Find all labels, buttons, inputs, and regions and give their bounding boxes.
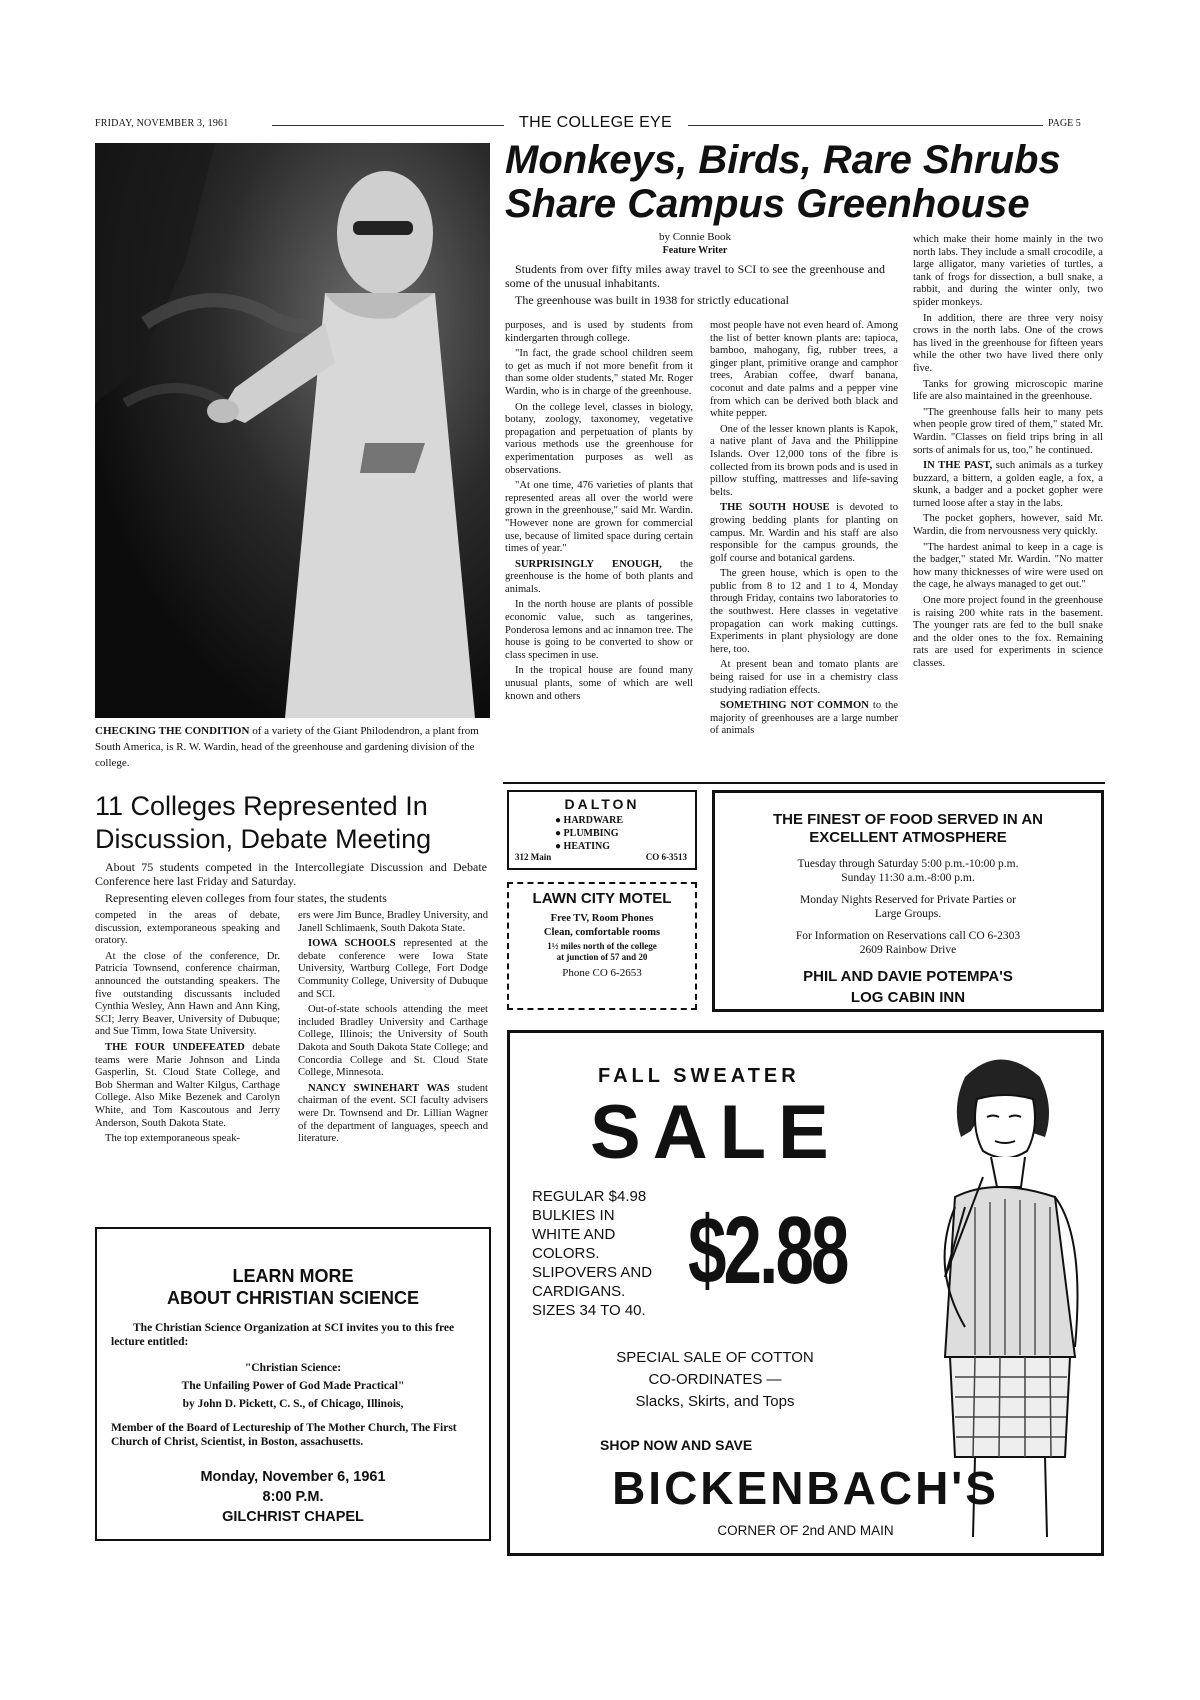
subhead-lead: IOWA SCHOOLS xyxy=(308,938,396,950)
debate-column-1 xyxy=(95,910,280,1149)
science-place: GILCHRIST CHAPEL xyxy=(222,1509,364,1525)
inn-hours-1: Tuesday through Saturday 5:00 p.m.-10:00 p.m. xyxy=(797,858,1019,870)
inn-reserve-2: Large Groups. xyxy=(874,908,942,920)
feature-col1-paragraph: purposes, and is used by students from kindergarten through college. xyxy=(505,320,693,344)
feature-headline xyxy=(505,138,1085,226)
sale-detail: REGULAR $4.98 xyxy=(532,1188,647,1205)
ad-sweater-sale xyxy=(507,1030,1104,1556)
science-time: 8:00 P.M. xyxy=(262,1489,324,1505)
debate-col2-subhead xyxy=(298,938,488,1001)
ad-christian-science xyxy=(95,1227,491,1541)
subhead-lead: SOMETHING NOT COMMON xyxy=(720,700,869,712)
debate-col1-paragraph: At the close of the conference, Dr. Patricia Townsend, conference chairman, announced the outstanding speakers. The five outstanding discussants included Cynthia Wesley, Ann Hawn and Ann King, SCI; Jerry Beaver, University of Dubuque; and Sue Timm, Iowa State University. xyxy=(95,950,280,1038)
feature-col3-paragraph: which make their home mainly in the two north labs. They include a small crocodile, a large alligator, many varieties of turtles, a tank of frogs for dissection, a bull snake, a rabbit, and during the winter only, two spider monkeys. xyxy=(913,234,1103,308)
feature-intro-line: The greenhouse was built in 1938 for strictly educational xyxy=(515,293,789,307)
issue-date: FRIDAY, NOVEMBER 3, 1961 xyxy=(95,118,229,129)
sale-price: $2.88 xyxy=(688,1197,847,1304)
subhead-lead: IN THE PAST, xyxy=(923,460,993,472)
inn-name xyxy=(715,966,1101,1008)
sale-detail: SIZES 34 TO 40. xyxy=(532,1302,646,1319)
inn-headline-line-2: EXCELLENT ATMOSPHERE xyxy=(809,829,1007,846)
inn-reserve-1: Monday Nights Reserved for Private Parties or xyxy=(800,894,1016,906)
subhead-text: represented at the debate conference were Iowa State University, Wartburg College, Fort Dodge Community College, University of Dubuque and SCI. xyxy=(298,938,488,1000)
dalton-items xyxy=(555,814,623,853)
dalton-name: DALTON xyxy=(564,796,640,812)
subhead-lead: NANCY SWINEHART WAS xyxy=(308,1082,450,1094)
ad-lawn-city-motel xyxy=(507,882,697,1010)
inn-reserve xyxy=(715,893,1101,921)
feature-col2-paragraph: The green house, which is open to the public from 8 to 12 and 1 to 4, Monday through Friday, contains two laboratories to the southwest. Here classes in vegetative propagation can work making cuttings. Experiments in plant physiology are done here, too. xyxy=(710,568,898,655)
feature-headline-line-2: Share Campus Greenhouse xyxy=(505,182,1030,226)
byline-name: by Connie Book xyxy=(658,231,732,243)
feature-col2-subhead xyxy=(710,700,898,738)
subhead-text: the greenhouse is the home of both plants and animals. xyxy=(505,558,693,595)
motel-phone: Phone CO 6-2653 xyxy=(562,967,642,979)
dalton-address: 312 Main xyxy=(515,852,552,862)
sale-detail: COLORS. xyxy=(532,1245,600,1262)
feature-col1-subhead xyxy=(505,559,693,597)
feature-col3-paragraph: Tanks for growing microscopic marine life are also maintained in the greenhouse. xyxy=(913,378,1103,403)
sale-address: CORNER OF 2nd AND MAIN xyxy=(717,1523,894,1538)
paper-name: THE COLLEGE EYE xyxy=(519,114,672,131)
science-speaker: by John D. Pickett, C. S., of Chicago, Illinois, xyxy=(182,1398,404,1410)
feature-intro xyxy=(505,262,885,310)
debate-headline-line-2: Discussion, Debate Meeting xyxy=(95,824,432,854)
feature-byline xyxy=(505,231,885,257)
inn-info xyxy=(715,929,1101,957)
sale-kicker: FALL SWEATER xyxy=(598,1065,800,1087)
sale-special-1: SPECIAL SALE OF COTTON xyxy=(616,1349,814,1366)
debate-col2-paragraph: Out-of-state schools attending the meet included Bradley University and Carthage College, Illinois; the University of South Dakota and South Dakota State College; and Concordia College and St. Cloud State College, Minnesota. xyxy=(298,1004,488,1079)
debate-col1-paragraph: competed in the areas of debate, discussion, extemporaneous speaking and oratory. xyxy=(95,910,280,947)
ad-log-cabin-inn xyxy=(712,790,1104,1012)
inn-headline xyxy=(715,811,1101,847)
feature-col1-paragraph: On the college level, classes in biology, botany, zoology, taxonomey, vegetative propagation and perpetuation of plants by various methods use the greenhouse for experimentation purposes as well as observations. xyxy=(505,401,693,476)
debate-intro-line: Representing eleven colleges from four states, the students xyxy=(105,891,387,905)
debate-intro-paragraph: About 75 students competed in the Intercollegiate Discussion and Debate Conference here last Friday and Saturday. xyxy=(95,860,487,888)
dalton-item: ● PLUMBING xyxy=(555,828,619,839)
feature-column-1 xyxy=(505,320,693,706)
byline-role: Feature Writer xyxy=(662,245,728,256)
feature-intro-paragraph: Students from over fifty miles away travel to SCI to see the greenhouse and some of the unusual inhabitants. xyxy=(505,262,885,290)
inn-hours xyxy=(715,857,1101,885)
feature-col1-paragraph: In the tropical house are found many unusual plants, some of which are well known and others xyxy=(505,665,693,702)
feature-col2-paragraph: One of the lesser known plants is Kapok, a native plant of Java and the Philippine Islands. Over 12,000 tons of the fibre is collected from its brown pods and is used in pillow stuffing, mattresses and life-saving belts. xyxy=(710,423,898,498)
sale-detail: SLIPOVERS AND xyxy=(532,1264,653,1281)
science-lecture-title xyxy=(97,1359,489,1413)
science-date: Monday, November 6, 1961 xyxy=(200,1469,386,1485)
greenhouse-photo xyxy=(95,143,490,718)
motel-name: LAWN CITY MOTEL xyxy=(532,890,672,907)
subhead-text: debate teams were Marie Johnson and Linda Gasperlin, St. Cloud State College, and Bob Sherman and Walter Kilgus, Carthage College. Also Mike Bezenek and Carolyn White, and Tom Kascoutous and Jerry Anderson, South Dakota State. xyxy=(95,1041,280,1129)
page-number: PAGE 5 xyxy=(1048,118,1081,129)
sale-detail: CARDIGANS. xyxy=(532,1283,626,1300)
sale-headline: SALE xyxy=(590,1090,841,1175)
feature-headline-line-1: Monkeys, Birds, Rare Shrubs xyxy=(505,138,1061,182)
sale-cta: SHOP NOW AND SAVE xyxy=(600,1437,753,1453)
debate-col2-subhead xyxy=(298,1083,488,1146)
science-title-1: "Christian Science: xyxy=(244,1362,342,1374)
debate-col2-paragraph: ers were Jim Bunce, Bradley University, and Janell Schlimaenk, South Dakota State. xyxy=(298,910,488,934)
science-headline-1: LEARN MORE xyxy=(232,1266,354,1286)
subhead-text: student chairman of the event. SCI faculty advisers were Dr. Townsend and Dr. Lillian Wagner of the department of languages, speech and literature. xyxy=(298,1082,488,1145)
debate-headline xyxy=(95,790,495,856)
subhead-lead: THE SOUTH HOUSE xyxy=(720,502,830,514)
feature-column-3 xyxy=(913,234,1103,674)
feature-col3-paragraph: One more project found in the greenhouse is raising 200 white rats in the basement. The younger rats are fed to the bull snake and the older ones to the fox. Remaining rats are used for experiments in science classes. xyxy=(913,595,1103,669)
dalton-item: ● HEATING xyxy=(555,841,611,852)
feature-col3-paragraph: In addition, there are three very noisy crows in the north labs. One of the crows has lived in the greenhouse for fifteen years while the other two have lived there only five. xyxy=(913,312,1103,374)
sale-detail: BULKIES IN xyxy=(532,1207,615,1224)
science-event xyxy=(97,1467,489,1527)
feature-col1-paragraph: "In fact, the grade school children seem to get as much if not more benefit from it than some older students," stated Mr. Roger Wardin, who is in charge of the greenhouse. xyxy=(505,348,693,397)
debate-column-2 xyxy=(298,910,488,1149)
inn-hours-2: Sunday 11:30 a.m.-8:00 p.m. xyxy=(841,872,975,884)
caption-lead: CHECKING THE CONDITION xyxy=(95,725,250,737)
sale-store: BICKENBACH'S xyxy=(612,1462,999,1514)
feature-col2-subhead xyxy=(710,502,898,565)
science-invite: The Christian Science Organization at SCI invites you to this free lecture entitled: xyxy=(111,1322,455,1348)
ad-dalton xyxy=(507,790,697,870)
science-headline xyxy=(97,1265,489,1309)
feature-col3-paragraph: "The hardest animal to keep in a cage is the badger," stated Mr. Wardin. "No matter how many thicknesses of wire were used on the cage, he always managed to get out." xyxy=(913,541,1103,591)
debate-col1-paragraph: The top extemporaneous speak- xyxy=(105,1133,241,1145)
inn-info-2: 2609 Rainbow Drive xyxy=(859,944,957,956)
feature-col3-paragraph: The pocket gophers, however, said Mr. Wardin, die from nervousness very quickly. xyxy=(913,513,1103,538)
science-title-2: The Unfailing Power of God Made Practical" xyxy=(181,1380,405,1392)
photo-illustration xyxy=(95,143,490,718)
feature-column-2 xyxy=(710,320,898,741)
sale-detail: WHITE AND xyxy=(532,1226,616,1243)
feature-col3-subhead xyxy=(913,460,1103,510)
motel-line-3: 1½ miles north of the college xyxy=(547,941,657,951)
dalton-phone: CO 6-3513 xyxy=(645,852,687,862)
photo-caption xyxy=(95,723,490,771)
motel-line-1: Free TV, Room Phones xyxy=(550,913,654,924)
feature-col1-paragraph: "At one time, 476 varieties of plants that represented areas all over the world were grown in the greenhouse," said Mr. Wardin. "However none are grown for commercial use, because of limited space during certain times of year." xyxy=(505,480,693,555)
feature-col3-paragraph: "The greenhouse falls heir to many pets when people grow tired of them," stated Mr. Wardin. "Classes on field trips bring in all sorts of animals for us, too," he continued. xyxy=(913,406,1103,456)
debate-headline-line-1: 11 Colleges Represented In xyxy=(95,791,428,821)
inn-headline-line-1: THE FINEST OF FOOD SERVED IN AN xyxy=(772,811,1044,828)
sale-special xyxy=(550,1347,880,1413)
science-member: Member of the Board of Lectureship of The Mother Church, The First Church of Christ, Scientist, in Boston, assachusetts. xyxy=(111,1422,457,1448)
dalton-item: ● HARDWARE xyxy=(555,815,623,826)
motel-line-4: at junction of 57 and 20 xyxy=(556,952,648,962)
feature-col1-paragraph: In the north house are plants of possible economic value, such as tangerines, Ponderosa lemons and ac innamon tree. The house is going to be converted to show or class specimen in use. xyxy=(505,599,693,661)
sale-details xyxy=(532,1187,652,1320)
science-headline-2: ABOUT CHRISTIAN SCIENCE xyxy=(166,1288,419,1308)
feature-col2-paragraph: most people have not even heard of. Among the list of better known plants are: tapioca, bamboo, mahogany, fig, rubber trees, a ginger plant, primitive orange and camphor trees, Arabian coffee, dwarf banana, coconut and date palms and a pepper vine from which can be derived both black and white pepper. xyxy=(710,320,898,420)
inn-name-1: PHIL AND DAVIE POTEMPA'S xyxy=(803,968,1013,985)
subhead-lead: SURPRISINGLY ENOUGH, xyxy=(515,558,662,570)
debate-intro xyxy=(95,860,487,908)
subhead-text: is devoted to growing bedding plants for planting on campus. Mr. Wardin and his staff are also responsible for the campus grounds, the golf course and botanical gardens. xyxy=(710,502,899,564)
inn-info-1: For Information on Reservations call CO 6-2303 xyxy=(795,930,1021,942)
caption-text: of a variety of the Giant Philodendron, a plant from South America, is R. W. Wardin, head of the greenhouse and gardening division of the college. xyxy=(95,725,479,769)
subhead-text: such animals as a turkey buzzard, a bittern, a golden eagle, a fox, a skunk, a badger and a pocket gopher were turned loose after a stay in the labs. xyxy=(913,460,1103,509)
sale-special-3: Slacks, Skirts, and Tops xyxy=(635,1393,795,1410)
motel-line-2: Clean, comfortable rooms xyxy=(543,927,661,938)
inn-name-2: LOG CABIN INN xyxy=(850,989,966,1006)
sale-special-2: CO-ORDINATES — xyxy=(648,1371,782,1388)
subhead-lead: THE FOUR UNDEFEATED xyxy=(105,1041,245,1053)
feature-col2-paragraph: At present bean and tomato plants are being raised for use in a chemistry class studying radiation effects. xyxy=(710,659,898,696)
debate-col1-subhead xyxy=(95,1042,280,1130)
subhead-text: to the majority of greenhouses are a large number of animals xyxy=(710,700,898,737)
